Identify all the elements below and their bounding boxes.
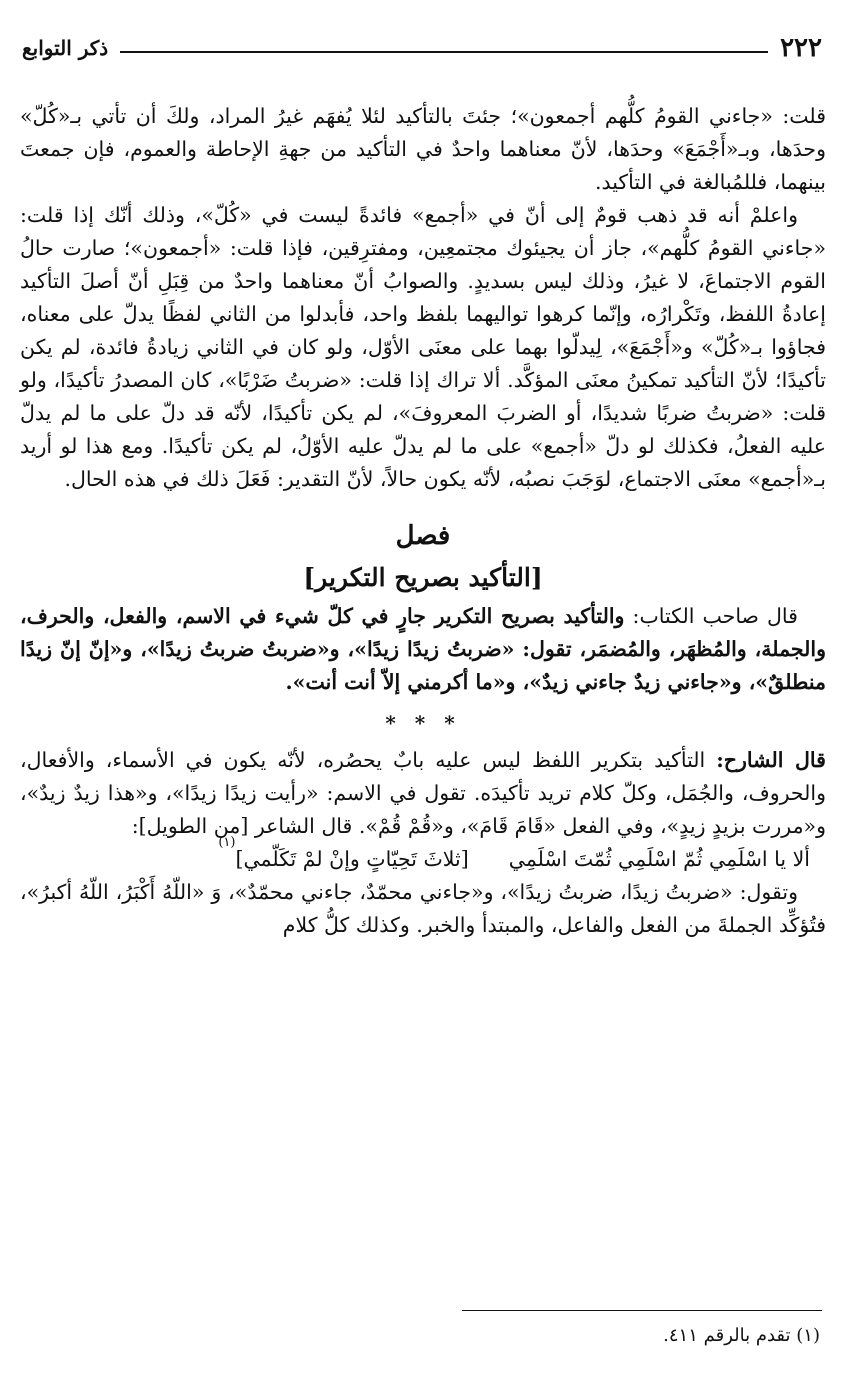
verse-first-hemistich: ألا يا اسْلَمِي ثُمّ اسْلَمِي ثُمّتَ اسْلَمِي [508,847,810,871]
section-title: فصل [395,521,451,551]
commentary-paragraph [20,744,826,843]
page-header [22,28,822,68]
footnote-marker: (١) [218,835,236,850]
verse-gap [469,843,509,876]
verse-second-hemistich: [ثلاثَ تَحِيّاتٍ وإنْ لمْ تَكَلّمي] [235,847,469,871]
footnote: (١) تقدم بالرقم ٤١١. [663,1325,820,1346]
paragraph-1: قلت: «جاءني القومُ كلُّهم أجمعون»؛ جئتَ بالتأكيد لئلا يُفهَم غيرُ المراد، ولكَ أن تأتي بـ«كُلّ» وحدَها، وبـ«أَجْمَعَ» وحدَها، لأنّ معناهما واحدٌ في التأكيد من جهةِ الإحاطة والعموم، فإن جمعتَ بينهما، فللمُبالغة في التأكيد. [20,104,826,194]
header-rule [120,51,768,53]
footnote-rule [462,1310,822,1311]
section-subtitle: [التأكيد بصريح التكرير] [303,563,543,592]
page-body [20,100,826,942]
separator-stars: * * * [385,711,461,735]
commentary-text: التأكيد بتكرير اللفظ ليس عليه بابٌ يحصُره، لأنّه يكون في الأسماء، والأفعال، والحروف، والجُمَل، وكلّ كلام تريد تأكيدَه. تقول في الاسم: «رأيت زيدًا زيدًا»، و«هذا زيدٌ زيدٌ»، و«مررت بزيدٍ زيدٍ»، وفي الفعل «قَامَ قَامَ»، و«قُمْ قُمْ». قال الشاعر [من الطويل]: [20,748,826,838]
running-title: ذكر التوابع [22,36,109,60]
commentator-label: قال الشارح: [716,748,826,772]
page-number: ٢٢٢ [780,33,822,63]
author-paragraph [20,600,826,699]
final-paragraph: وتقول: «ضربتُ زيدًا، ضربتُ زيدًا»، و«جاءني محمّدٌ، جاءني محمّدٌ»، وَ «اللّهُ أَكْبَرُ، اللّهُ أكبرُ»، فتُؤكِّد الجملةَ من الفعل والفاعل، والمبتدأ والخبر. وكذلك كلُّ كلام [20,880,826,937]
poetry-verse [20,835,826,876]
author-text: والتأكيد بصريح التكرير جارٍ في كلّ شيء في الاسم، والفعل، والحرف، والجملة، والمُظهَر، والمُضمَر، تقول: «ضربتُ زيدًا زيدًا»، و«ضربتُ ضربتُ زيدًا»، و«إنّ إنّ زيدًا منطلقٌ»، و«جاءني زيدٌ جاءني زيدٌ»، و«ما أكرمني إلاّ أنت أنت». [20,604,826,694]
paragraph-2: واعلمْ أنه قد ذهب قومٌ إلى أنّ في «أجمع» فائدةً ليست في «كُلّ»، وذلك أنّك إذا قلت: «جاءني القومُ كلُّهم»، جاز أن يجيئوك مجتمعِين، ومفترِقين، فإذا قلت: «أجمعون»؛ صارت حالُ القوم الاجتماعَ، لا غيرُ، وذلك ليس بسديدٍ. والصوابُ أنّ معناهما واحدٌ من قِبَلِ أنّ أصلَ التأكيد إعادةُ اللفظ، وتَكْرارُه، وإنّما كرهوا تواليهما بلفظ واحد، فأبدلوا من الثاني لفظًا يدلّ على معناه، فجاؤوا بـ«كُلّ» و«أَجْمَعَ»، لِيدلّوا بهما على معنَى الأوّل، ولو كان في الثاني زيادةُ فائدة، لم يكن تأكيدًا؛ لأنّ التأكيد تمكينُ معنَى المؤكَّد. ألا تراك إذا قلت: «ضربتُ ضَرْبًا»، كان المصدرُ تأكيدًا، ولو قلت: «ضربتُ ضربًا شديدًا، أو الضربَ المعروفَ»، لم يكن تأكيدًا، لأنّه قد دلّ على ما لم يدلّ عليه الفعلُ، فكذلك لو دلّ «أجمع» على ما لم يدلّ عليه الأوّلُ، لم يكن تأكيدًا. ومع هذا لو أريد بـ«أجمع» معنَى الاجتماع، لوَجَبَ نصبُه، لأنّه يكون حالاً، لأنّ التقدير: فَعَلَ ذلك في هذه الحال. [20,203,826,491]
author-intro: قال صاحب الكتاب: [632,604,798,628]
